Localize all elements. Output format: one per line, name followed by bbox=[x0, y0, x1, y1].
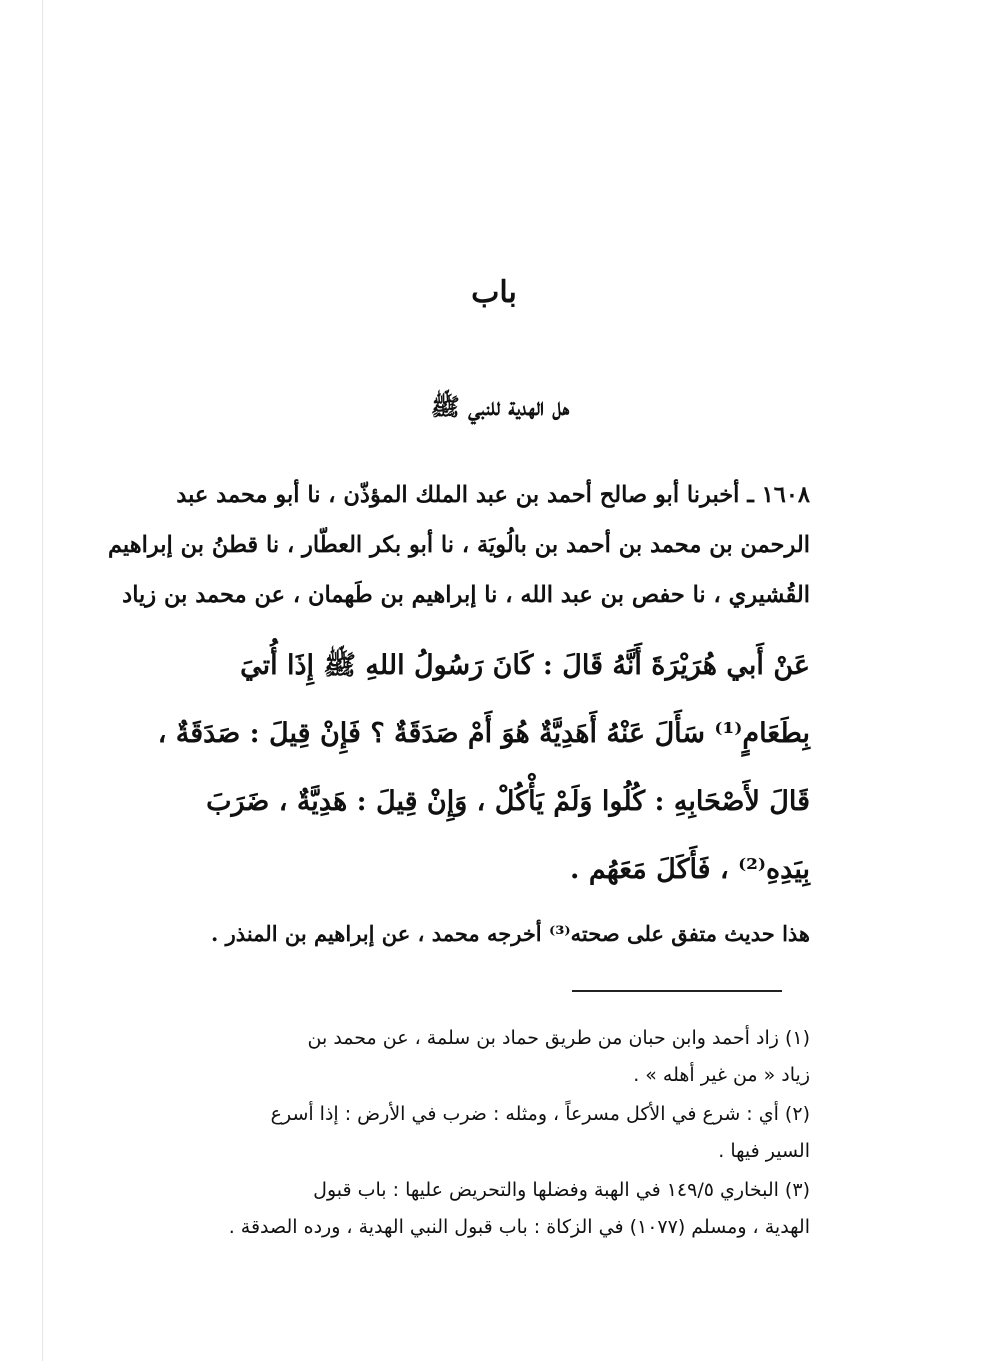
footnote-3 bbox=[150, 1172, 810, 1246]
footnote-line: (٢) أي : شرع في الأكل مسرعاً ، ومثله : ضرب في الأرض : إذا أسرع bbox=[270, 1103, 810, 1125]
isnad-paragraph bbox=[107, 470, 810, 620]
isnad-line: ١٦٠٨ ـ أخبرنا أبو صالح أحمد بن عبد الملك المؤذّن ، نا أبو محمد عبد bbox=[176, 482, 810, 508]
hadith-line: عَنْ أَبي هُرَيْرَةَ أَنَّهُ قَالَ : كَانَ رَسُولُ اللهِ ﷺ إِذَا أُتيَ bbox=[240, 650, 810, 681]
hadith-verdict: هذا حديث متفق على صحته⁽³⁾ أخرجه محمد ، عن إبراهيم بن المنذر . bbox=[211, 921, 810, 946]
hadith-line: بِيَدِهِ⁽²⁾ ، فَأَكَلَ مَعَهُم . bbox=[570, 854, 810, 885]
footnote-line: (١) زاد أحمد وابن حبان من طريق حماد بن سلمة ، عن محمد بن bbox=[307, 1027, 810, 1049]
hadith-text bbox=[155, 632, 810, 904]
isnad-line: القُشيري ، نا حفص بن عبد الله ، نا إبراهيم بن طَهمان ، عن محمد بن زياد bbox=[122, 582, 810, 608]
page-edge-line bbox=[42, 0, 43, 1361]
isnad-line: الرحمن بن محمد بن أحمد بن بالُويَة ، نا أبو بكر العطّار ، نا قطنُ بن إبراهيم bbox=[107, 532, 810, 558]
footnotes bbox=[150, 1020, 810, 1248]
footnote-1 bbox=[150, 1020, 810, 1094]
section-title: هل الهدية للنبي ﷺ bbox=[430, 392, 570, 421]
footnote-line: زياد « من غير أهله » . bbox=[633, 1064, 810, 1086]
hadith-line: قَالَ لأَصْحَابِهِ : كُلُوا وَلَمْ يَأْكُلْ ، وَإِنْ قِيلَ : هَدِيَّةٌ ، ضَرَبَ bbox=[206, 786, 810, 817]
chapter-title: باب bbox=[471, 275, 517, 310]
footnote-2 bbox=[150, 1096, 810, 1170]
footnote-line: الهدية ، ومسلم (١٠٧٧) في الزكاة : باب قبول النبي الهدية ، ورده الصدقة . bbox=[228, 1216, 810, 1238]
hadith-line: بِطَعَامٍ⁽¹⁾ سَأَلَ عَنْهُ أَهَدِيَّةٌ هُوَ أَمْ صَدَقَةٌ ؟ فَإِنْ قِيلَ : صَدَقَةٌ ، bbox=[157, 718, 810, 749]
footnote-line: السير فيها . bbox=[718, 1140, 810, 1162]
footnote-separator bbox=[572, 990, 782, 992]
footnote-line: (٣) البخاري ١٤٩/٥ في الهبة وفضلها والتحريض عليها : باب قبول bbox=[313, 1179, 810, 1201]
